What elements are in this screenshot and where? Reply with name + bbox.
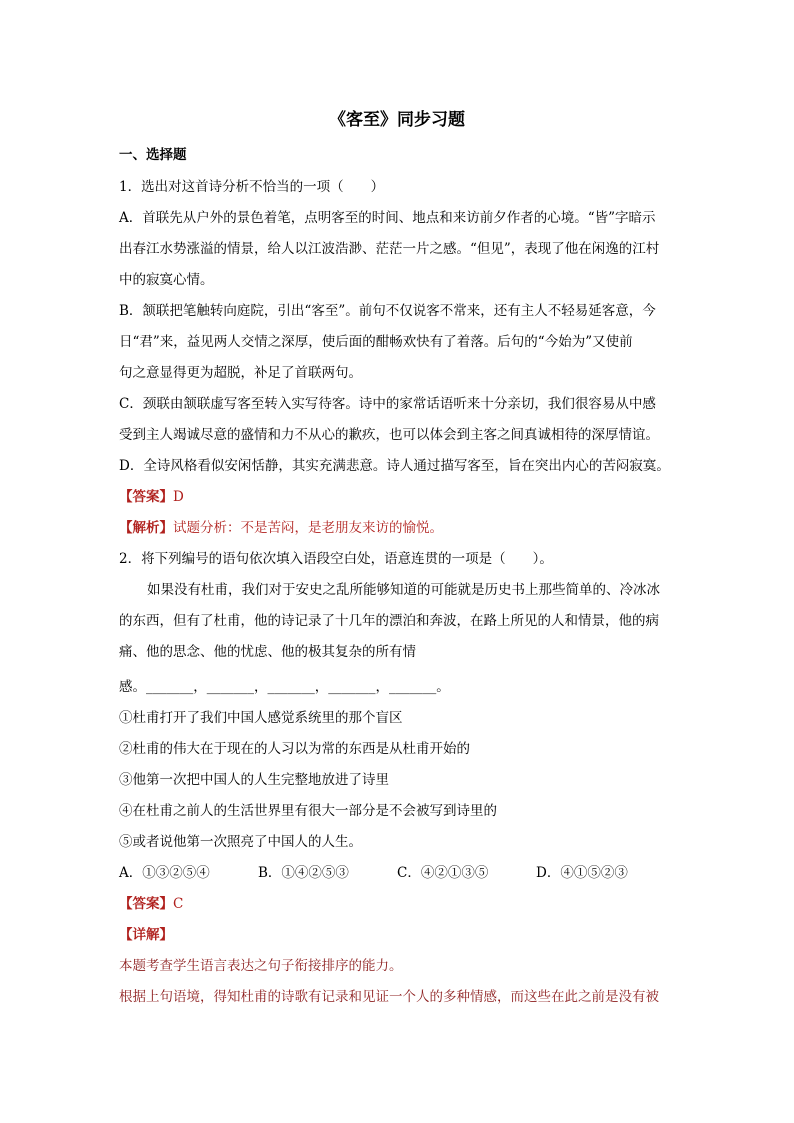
question-2-stem: 2．将下列编号的语句依次填入语段空白处，语意连贯的一项是（ ）。 [119,551,553,567]
q2-choice-d: D．④①⑤②③ [536,865,628,881]
q1-option-b-line-2: 日“君”来，益见两人交情之深厚，使后面的酣畅欢快有了着落。后句的“今始为”又使前 [119,334,633,350]
q2-item-5: ⑤或者说他第一次照亮了中国人的人生。 [119,834,362,850]
q2-choice-c: C．④②①③⑤ [397,865,489,881]
q2-item-2: ②杜甫的伟大在于现在的人习以为常的东西是从杜甫开始的 [119,741,470,757]
q2-passage-line-4: 感。_______，_______，_______，_______，_______。 [119,679,450,695]
q1-option-c-line-1: C．颈联由颔联虚写客至转入实写待客。诗中的家常话语听来十分亲切，我们很容易从中感 [119,396,656,412]
answer-value: C [173,896,184,912]
q1-answer [119,488,184,506]
q2-item-3: ③他第一次把中国人的人生完整地放进了诗里 [119,772,389,788]
q2-choices [119,864,628,882]
q2-item-4: ④在杜甫之前人的生活世界里有很大一部分是不会被写到诗里的 [119,803,497,819]
analysis-label: 【解析】 [119,520,173,536]
q1-option-a-line-2: 出春江水势涨溢的情景，给人以江波浩渺、茫茫一片之感。“但见”，表现了他在闲逸的江村 [119,241,660,257]
answer-value: D [173,489,184,505]
q2-detail-label: 【详解】 [119,927,173,943]
q1-option-d: D．全诗风格看似安闲恬静，其实充满悲意。诗人通过描写客至，旨在突出内心的苦闷寂寞。 [119,458,670,474]
q2-answer [119,895,183,913]
question-1-stem: 1．选出对这首诗分析不恰当的一项（ ） [119,179,385,195]
q1-option-c-line-2: 受到主人竭诚尽意的盛情和力不从心的歉疚，也可以体会到主客之间真诚相待的深厚情谊。 [119,427,659,443]
answer-label: 【答案】 [119,489,173,505]
q1-option-a-line-3: 中的寂寞心情。 [119,272,214,288]
q2-passage-line-2: 的东西，但有了杜甫，他的诗记录了十几年的漂泊和奔波，在路上所见的人和情景，他的病 [119,613,659,629]
page-title: 《客至》同步习题 [329,110,465,130]
analysis-text: 试题分析：不是苦闷，是老朋友来访的愉悦。 [173,520,443,536]
q1-analysis [119,519,443,537]
q2-passage-line-3: 痛、他的思念、他的忧虑、他的极其复杂的所有情 [119,644,416,660]
q2-passage-line-1: 如果没有杜甫，我们对于安史之乱所能够知道的可能就是历史书上那些简单的、冷冰冰 [147,582,660,598]
q2-item-1: ①杜甫打开了我们中国人感觉系统里的那个盲区 [119,710,403,726]
q2-choice-a: A．①③②⑤④ [119,865,210,881]
q2-detail-line-2: 根据上句语境，得知杜甫的诗歌有记录和见证一个人的多种情感，而这些在此之前是没有被 [119,989,659,1005]
q1-option-b-line-1: B．颔联把笔触转向庭院，引出“客至”。前句不仅说客不常来，还有主人不轻易延客意，今 [119,303,656,319]
q1-option-b-line-3: 句之意显得更为超脱，补足了首联两句。 [119,365,362,381]
q1-option-a-line-1: A．首联先从户外的景色着笔，点明客至的时间、地点和来访前夕作者的心境。“皆”字暗示 [119,210,656,226]
q2-choice-b: B．①④②⑤③ [258,865,349,881]
answer-label: 【答案】 [119,896,173,912]
q2-detail-line-1: 本题考查学生语言表达之句子衔接排序的能力。 [119,958,403,974]
section-heading: 一、选择题 [119,147,187,163]
